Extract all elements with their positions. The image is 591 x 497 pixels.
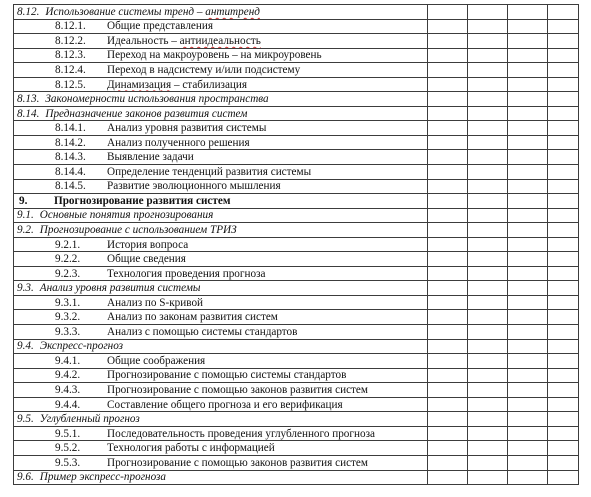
item-number: 9.2.2. xyxy=(55,253,81,266)
table-row xyxy=(14,19,579,34)
empty-cell xyxy=(548,281,579,296)
topic-cell xyxy=(14,34,428,49)
item-title: Использование системы тренд – xyxy=(45,5,206,18)
item-number: 9.2. xyxy=(17,223,34,236)
item-number: 9.2.3. xyxy=(55,267,81,280)
empty-cell xyxy=(468,455,508,470)
item-title: Переход в надсистему и/или подсистему xyxy=(107,63,301,76)
item-title: Технология проведения прогноза xyxy=(107,267,266,280)
empty-cell xyxy=(428,208,468,223)
empty-cell xyxy=(428,63,468,78)
item-title: Технология работы с информацией xyxy=(107,442,275,455)
topic-cell xyxy=(14,150,428,165)
subsection-cell xyxy=(14,412,428,427)
item-number: 8.12.3. xyxy=(55,49,86,62)
item-number: 9.4.1. xyxy=(55,354,81,367)
empty-cell xyxy=(468,34,508,49)
empty-cell xyxy=(508,441,548,456)
empty-cell xyxy=(548,441,579,456)
empty-cell xyxy=(508,5,548,20)
empty-cell xyxy=(428,354,468,369)
topic-cell xyxy=(14,252,428,267)
item-number: 9.3.2. xyxy=(55,311,81,324)
item-number: 9.4.2. xyxy=(55,369,81,382)
empty-cell xyxy=(468,310,508,325)
empty-cell xyxy=(428,19,468,34)
item-number: 8.14.4. xyxy=(55,165,86,178)
topic-cell xyxy=(14,19,428,34)
empty-cell xyxy=(548,135,579,150)
topic-cell xyxy=(14,426,428,441)
empty-cell xyxy=(508,470,548,485)
table-row xyxy=(14,295,579,310)
topic-cell xyxy=(14,48,428,63)
empty-cell xyxy=(428,135,468,150)
table-row xyxy=(14,252,579,267)
topic-cell xyxy=(14,121,428,136)
table-row xyxy=(14,223,579,238)
item-title: Предназначение законов развития систем xyxy=(45,107,248,120)
empty-cell xyxy=(428,426,468,441)
empty-cell xyxy=(508,354,548,369)
empty-cell xyxy=(428,368,468,383)
empty-cell xyxy=(468,135,508,150)
empty-cell xyxy=(468,441,508,456)
empty-cell xyxy=(508,63,548,78)
empty-cell xyxy=(468,179,508,194)
empty-cell xyxy=(468,281,508,296)
empty-cell xyxy=(548,48,579,63)
item-number: 9.4. xyxy=(17,340,34,353)
table-row xyxy=(14,77,579,92)
item-number: 8.12.1. xyxy=(55,20,86,33)
item-title: Анализ уровня развития системы xyxy=(107,122,267,135)
item-title: Выявление задачи xyxy=(107,151,194,164)
empty-cell xyxy=(428,179,468,194)
item-number: 9.5.3. xyxy=(55,456,81,469)
empty-cell xyxy=(468,165,508,180)
table-row xyxy=(14,368,579,383)
empty-cell xyxy=(428,150,468,165)
topic-cell xyxy=(14,368,428,383)
empty-cell xyxy=(508,310,548,325)
empty-cell xyxy=(468,150,508,165)
item-title: Анализ уровня развития системы xyxy=(39,282,201,295)
item-title: Анализ по S-кривой xyxy=(107,296,204,309)
empty-cell xyxy=(548,412,579,427)
item-title: Углубленный прогноз xyxy=(39,413,140,426)
empty-cell xyxy=(508,106,548,121)
topic-cell xyxy=(14,354,428,369)
item-number: 8.12.4. xyxy=(55,63,86,76)
empty-cell xyxy=(428,310,468,325)
empty-cell xyxy=(548,165,579,180)
empty-cell xyxy=(548,455,579,470)
item-number: 8.14.2. xyxy=(55,136,86,149)
empty-cell xyxy=(548,92,579,107)
empty-cell xyxy=(508,194,548,209)
empty-cell xyxy=(548,383,579,398)
table-row xyxy=(14,63,579,78)
empty-cell xyxy=(468,208,508,223)
empty-cell xyxy=(428,237,468,252)
empty-cell xyxy=(548,368,579,383)
empty-cell xyxy=(468,470,508,485)
empty-cell xyxy=(468,252,508,267)
item-title: Пример экспресс-прогноза xyxy=(39,471,167,484)
empty-cell xyxy=(428,455,468,470)
empty-cell xyxy=(428,339,468,354)
subsection-cell xyxy=(14,223,428,238)
empty-cell xyxy=(428,77,468,92)
topic-cell xyxy=(14,237,428,252)
table-row xyxy=(14,165,579,180)
item-title: Прогнозирование развития систем xyxy=(54,194,231,207)
empty-cell xyxy=(548,194,579,209)
empty-cell xyxy=(548,5,579,20)
item-number: 8.12.5. xyxy=(55,78,86,91)
item-number: 8.12. xyxy=(17,5,40,18)
subsection-cell xyxy=(14,208,428,223)
empty-cell xyxy=(468,63,508,78)
topic-cell xyxy=(14,63,428,78)
item-number: 9.4.4. xyxy=(55,398,81,411)
table-row xyxy=(14,194,579,209)
spellcheck-flagged-text: Динамизация xyxy=(107,78,172,91)
table-row xyxy=(14,150,579,165)
empty-cell xyxy=(548,397,579,412)
empty-cell xyxy=(548,325,579,340)
empty-cell xyxy=(468,92,508,107)
empty-cell xyxy=(508,266,548,281)
subsection-cell xyxy=(14,106,428,121)
empty-cell xyxy=(548,266,579,281)
table-row xyxy=(14,237,579,252)
empty-cell xyxy=(508,165,548,180)
empty-cell xyxy=(428,194,468,209)
empty-cell xyxy=(508,339,548,354)
empty-cell xyxy=(428,412,468,427)
empty-cell xyxy=(508,397,548,412)
empty-cell xyxy=(428,383,468,398)
topic-cell xyxy=(14,310,428,325)
item-title: Общие соображения xyxy=(107,354,206,367)
empty-cell xyxy=(548,354,579,369)
empty-cell xyxy=(508,19,548,34)
subsection-cell xyxy=(14,470,428,485)
item-title: Анализ с помощью системы стандартов xyxy=(107,325,298,338)
topic-cell xyxy=(14,179,428,194)
table-row xyxy=(14,266,579,281)
empty-cell xyxy=(468,339,508,354)
empty-cell xyxy=(468,223,508,238)
empty-cell xyxy=(508,179,548,194)
table-row xyxy=(14,179,579,194)
item-number: 8.13. xyxy=(17,93,40,106)
empty-cell xyxy=(428,48,468,63)
spellcheck-flagged-text: антиидеальность xyxy=(179,34,261,47)
empty-cell xyxy=(508,281,548,296)
table-row xyxy=(14,426,579,441)
item-title: Прогнозирование с использованием ТРИЗ xyxy=(39,223,237,236)
topic-cell xyxy=(14,135,428,150)
item-title: Общие сведения xyxy=(107,253,186,266)
empty-cell xyxy=(428,34,468,49)
empty-cell xyxy=(468,383,508,398)
empty-cell xyxy=(428,92,468,107)
empty-cell xyxy=(428,121,468,136)
empty-cell xyxy=(468,5,508,20)
empty-cell xyxy=(468,106,508,121)
empty-cell xyxy=(548,426,579,441)
syllabus-table-body xyxy=(14,5,579,485)
table-row xyxy=(14,281,579,296)
spellcheck-flagged-text: антитренд xyxy=(205,5,260,18)
empty-cell xyxy=(548,310,579,325)
empty-cell xyxy=(508,368,548,383)
item-number: 9.4.3. xyxy=(55,383,81,396)
table-row xyxy=(14,310,579,325)
item-number: 9.1. xyxy=(17,209,34,222)
table-row xyxy=(14,339,579,354)
item-title: Анализ по законам развития систем xyxy=(107,311,278,324)
topic-cell xyxy=(14,455,428,470)
empty-cell xyxy=(548,339,579,354)
item-title: Переход на макроуровень – на микроуровень xyxy=(107,49,322,62)
empty-cell xyxy=(548,223,579,238)
empty-cell xyxy=(508,223,548,238)
empty-cell xyxy=(508,252,548,267)
empty-cell xyxy=(508,150,548,165)
empty-cell xyxy=(508,383,548,398)
item-title: Основные понятия прогнозирования xyxy=(39,209,214,222)
empty-cell xyxy=(428,295,468,310)
item-number: 9.5. xyxy=(17,413,34,426)
item-title: Идеальность – xyxy=(107,34,180,47)
empty-cell xyxy=(548,470,579,485)
empty-cell xyxy=(468,194,508,209)
topic-cell xyxy=(14,165,428,180)
empty-cell xyxy=(468,77,508,92)
table-row xyxy=(14,34,579,49)
topic-cell xyxy=(14,397,428,412)
item-number: 9.6. xyxy=(17,471,34,484)
empty-cell xyxy=(548,179,579,194)
table-row xyxy=(14,106,579,121)
item-title: Прогнозирование с помощью системы стандартов xyxy=(107,369,347,382)
empty-cell xyxy=(548,208,579,223)
empty-cell xyxy=(548,106,579,121)
item-title: Анализ полученного решения xyxy=(107,136,250,149)
empty-cell xyxy=(508,48,548,63)
item-number: 8.12.2. xyxy=(55,34,86,47)
item-number: 9.5.2. xyxy=(55,442,81,455)
table-row xyxy=(14,470,579,485)
empty-cell xyxy=(508,426,548,441)
item-number: 9.3. xyxy=(17,282,34,295)
empty-cell xyxy=(468,121,508,136)
empty-cell xyxy=(428,441,468,456)
item-number: 9.2.1. xyxy=(55,238,81,251)
empty-cell xyxy=(508,77,548,92)
empty-cell xyxy=(428,281,468,296)
empty-cell xyxy=(508,208,548,223)
table-row xyxy=(14,325,579,340)
topic-cell xyxy=(14,77,428,92)
empty-cell xyxy=(548,34,579,49)
empty-cell xyxy=(548,77,579,92)
empty-cell xyxy=(468,19,508,34)
empty-cell xyxy=(468,368,508,383)
table-row xyxy=(14,354,579,369)
empty-cell xyxy=(468,295,508,310)
empty-cell xyxy=(428,325,468,340)
table-row xyxy=(14,412,579,427)
empty-cell xyxy=(548,150,579,165)
subsection-cell xyxy=(14,339,428,354)
table-row xyxy=(14,121,579,136)
topic-cell xyxy=(14,266,428,281)
topic-cell xyxy=(14,441,428,456)
empty-cell xyxy=(428,223,468,238)
item-title: История вопроса xyxy=(107,238,189,251)
topic-cell xyxy=(14,295,428,310)
item-title: Развитие эволюционного мышления xyxy=(107,180,281,193)
empty-cell xyxy=(428,5,468,20)
item-number: 9. xyxy=(19,194,28,207)
table-row xyxy=(14,441,579,456)
empty-cell xyxy=(548,19,579,34)
item-number: 9.3.1. xyxy=(55,296,81,309)
empty-cell xyxy=(548,252,579,267)
empty-cell xyxy=(548,63,579,78)
subsection-cell xyxy=(14,92,428,107)
empty-cell xyxy=(428,397,468,412)
empty-cell xyxy=(508,135,548,150)
item-number: 8.14.1. xyxy=(55,122,86,135)
empty-cell xyxy=(428,106,468,121)
item-number: 8.14.3. xyxy=(55,151,86,164)
subsection-cell xyxy=(14,5,428,20)
empty-cell xyxy=(428,470,468,485)
section-heading-cell xyxy=(14,194,428,209)
syllabus-table xyxy=(13,4,579,485)
item-title: Последовательность проведения углубленного прогноза xyxy=(107,427,375,440)
item-title: Прогнозирование с помощью законов развития систем xyxy=(107,383,368,396)
item-title: – стабилизация xyxy=(171,78,248,91)
empty-cell xyxy=(428,252,468,267)
empty-cell xyxy=(548,295,579,310)
empty-cell xyxy=(468,266,508,281)
table-row xyxy=(14,48,579,63)
empty-cell xyxy=(428,165,468,180)
empty-cell xyxy=(508,412,548,427)
item-title: Составление общего прогноза и его верификация xyxy=(107,398,343,411)
empty-cell xyxy=(428,266,468,281)
item-number: 9.3.3. xyxy=(55,325,81,338)
empty-cell xyxy=(468,237,508,252)
item-title: Общие представления xyxy=(107,20,213,33)
empty-cell xyxy=(468,48,508,63)
empty-cell xyxy=(548,121,579,136)
empty-cell xyxy=(468,354,508,369)
empty-cell xyxy=(468,426,508,441)
table-row xyxy=(14,383,579,398)
item-title: Прогнозирование с помощью законов развития систем xyxy=(107,456,368,469)
item-number: 9.5.1. xyxy=(55,427,81,440)
empty-cell xyxy=(508,325,548,340)
item-title: Определение тенденций развития системы xyxy=(107,165,312,178)
table-row xyxy=(14,135,579,150)
empty-cell xyxy=(508,92,548,107)
empty-cell xyxy=(508,455,548,470)
table-row xyxy=(14,397,579,412)
table-row xyxy=(14,455,579,470)
empty-cell xyxy=(508,295,548,310)
table-row xyxy=(14,208,579,223)
item-number: 8.14. xyxy=(17,107,40,120)
table-row xyxy=(14,92,579,107)
topic-cell xyxy=(14,383,428,398)
empty-cell xyxy=(468,397,508,412)
item-title: Экспресс-прогноз xyxy=(39,340,124,353)
item-number: 8.14.5. xyxy=(55,180,86,193)
empty-cell xyxy=(468,412,508,427)
table-row xyxy=(14,5,579,20)
empty-cell xyxy=(548,237,579,252)
item-title: Закономерности использования пространства xyxy=(45,93,269,106)
empty-cell xyxy=(508,34,548,49)
topic-cell xyxy=(14,325,428,340)
subsection-cell xyxy=(14,281,428,296)
empty-cell xyxy=(508,121,548,136)
empty-cell xyxy=(468,325,508,340)
empty-cell xyxy=(508,237,548,252)
